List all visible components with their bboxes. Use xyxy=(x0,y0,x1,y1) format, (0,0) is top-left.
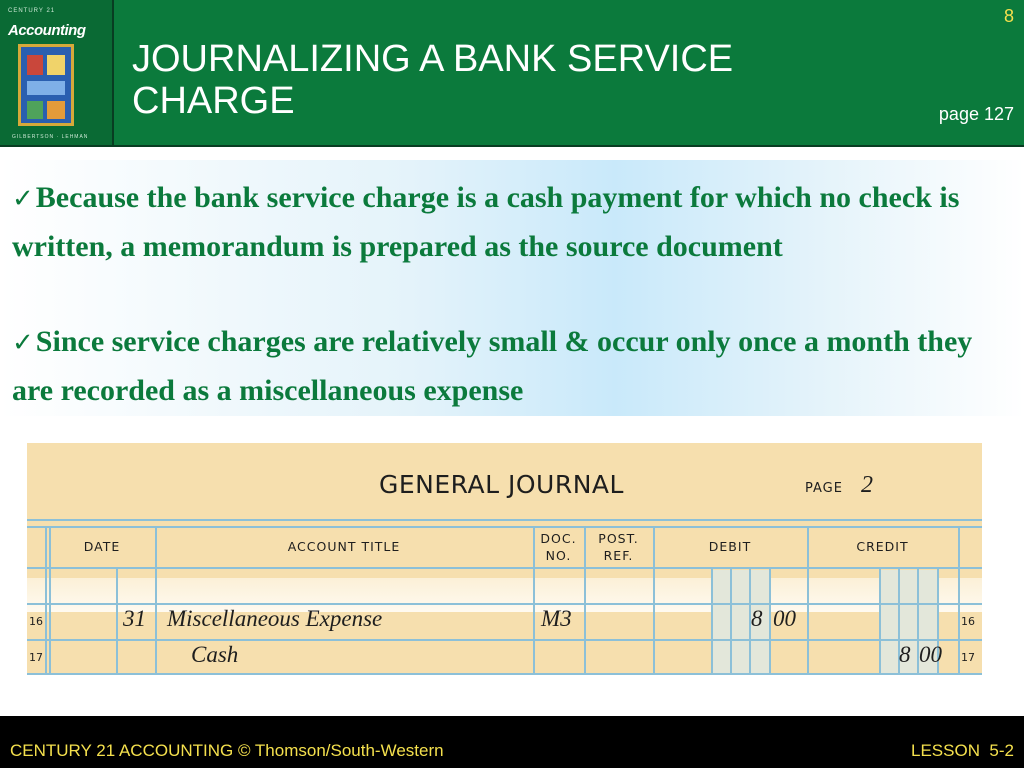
entry-doc-no: M3 xyxy=(541,606,572,631)
column-header-date: DATE xyxy=(83,539,121,554)
rule xyxy=(27,603,982,605)
column-rule xyxy=(958,526,960,675)
book-cover-small-print: CENTURY 21 xyxy=(8,8,56,14)
journal-page-label: PAGE xyxy=(805,481,843,496)
book-cover-authors: GILBERTSON · LEHMAN xyxy=(12,134,89,140)
rule xyxy=(27,519,982,521)
column-header-debit: DEBIT xyxy=(708,539,752,554)
textbook-cover-image xyxy=(0,0,114,145)
slide-title: JOURNALIZING A BANK SERVICE CHARGE xyxy=(132,38,734,122)
bullet-item xyxy=(12,318,1017,415)
rule xyxy=(27,639,982,641)
column-header-post-ref: POST. REF. xyxy=(598,531,639,563)
window-pane xyxy=(47,55,65,75)
column-rule xyxy=(769,567,771,675)
entry-date: 31 xyxy=(123,606,146,631)
column-rule xyxy=(711,567,713,675)
window-pane xyxy=(47,101,65,119)
header-divider xyxy=(0,145,1024,147)
checkmark-icon: ✓ xyxy=(12,328,34,358)
rule xyxy=(27,567,982,569)
entry-account-title: Miscellaneous Expense xyxy=(167,606,383,631)
column-header-doc-no: DOC. NO. xyxy=(540,531,577,563)
entry-debit-cents: 00 xyxy=(773,606,796,631)
journal-page-number: 2 xyxy=(861,472,873,498)
book-cover-window-art xyxy=(18,44,74,126)
journal-title: GENERAL JOURNAL xyxy=(379,470,624,499)
line-number: 17 xyxy=(29,651,43,664)
rule xyxy=(27,526,982,528)
general-journal-image xyxy=(27,443,982,675)
window-pane xyxy=(27,81,65,95)
column-rule xyxy=(730,567,732,675)
page-reference: page 127 xyxy=(938,104,1014,124)
bullet-list xyxy=(0,160,1024,416)
window-pane xyxy=(27,101,43,119)
column-rule xyxy=(45,526,47,675)
line-number: 16 xyxy=(961,615,975,628)
rule xyxy=(27,673,982,675)
bullet-text: Because the bank service charge is a cash payment for which no check is written, a memorandum is prepared as the source document xyxy=(12,181,960,263)
entry-credit-dollars: 8 xyxy=(899,642,911,667)
entry-account-title: Cash xyxy=(191,642,239,667)
line-number: 16 xyxy=(29,615,43,628)
slide-header xyxy=(0,0,1024,145)
column-rule xyxy=(879,567,881,675)
column-rule xyxy=(116,567,118,675)
column-header-account-title: ACCOUNT TITLE xyxy=(287,539,401,554)
column-header-credit: CREDIT xyxy=(856,539,909,554)
window-pane xyxy=(27,55,43,75)
footer-copyright: CENTURY 21 ACCOUNTING © Thomson/South-Western xyxy=(10,741,444,760)
slide-number: 8 xyxy=(1003,6,1014,26)
checkmark-icon: ✓ xyxy=(12,184,34,214)
book-cover-title: Accounting xyxy=(8,22,86,39)
bullet-text: Since service charges are relatively small & occur only once a month they are recorded as a miscellaneous expense xyxy=(12,325,973,407)
entry-debit-dollars: 8 xyxy=(751,606,763,631)
entry-credit-cents: 00 xyxy=(919,642,942,667)
bullet-item xyxy=(12,174,1017,271)
footer-lesson: LESSON 5-2 xyxy=(911,741,1014,760)
line-number: 17 xyxy=(961,651,975,664)
